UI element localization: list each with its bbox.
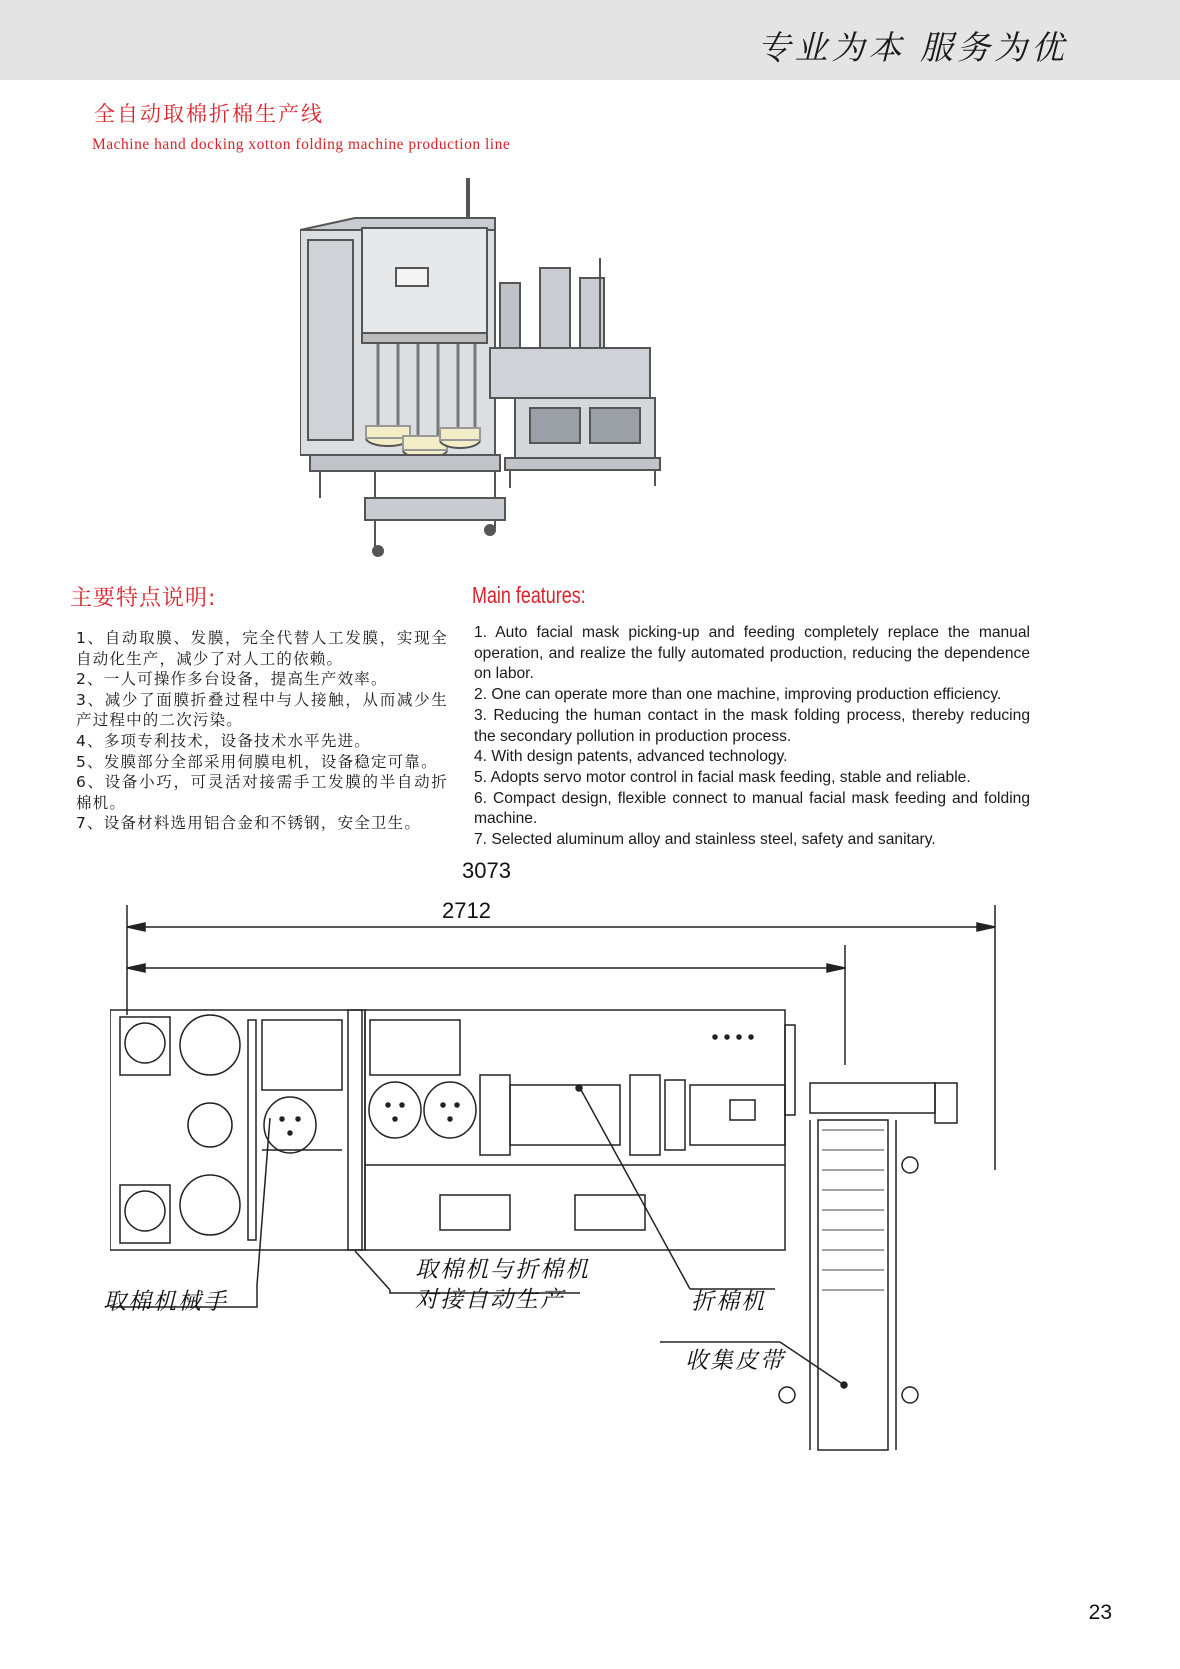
label-folder: 折棉机 — [691, 1289, 766, 1315]
feature-en-2: 2. One can operate more than one machine, improving production efficiency. — [474, 686, 1002, 704]
product-title-en: Machine hand docking xotton folding machine production line — [92, 136, 511, 153]
dim-overall: 3073 — [462, 858, 511, 883]
feature-en-3: 3. Reducing the human contact in the mask folding process, thereby reducing the secondary pollution in production process. — [474, 706, 1030, 745]
feature-cn-4: 4、多项专利技术，设备技术水平先进。 — [76, 731, 371, 750]
header-bar — [0, 0, 1180, 80]
dim-inner: 2712 — [442, 898, 491, 923]
feature-cn-5: 5、发膜部分全部采用伺膜电机，设备稳定可靠。 — [76, 752, 438, 771]
page-number: 23 — [1088, 1601, 1112, 1624]
label-belt: 收集皮带 — [685, 1348, 785, 1374]
features-heading-en: Main features: — [472, 582, 586, 608]
slogan: 专业为本 服务为优 — [757, 28, 1068, 67]
label-docking-2: 对接自动生产 — [415, 1287, 565, 1313]
feature-en-4: 4. With design patents, advanced technology. — [474, 748, 788, 766]
feature-cn-2: 2、一人可操作多台设备，提高生产效率。 — [76, 670, 388, 689]
machine-photo — [300, 168, 720, 598]
feature-cn-3: 3、减少了面膜折叠过程中与人接触，从而减少生产过程中的二次污染。 — [76, 690, 448, 730]
feature-en-1: 1. Auto facial mask picking-up and feeding completely replace the manual operation, and realize the fully automated production, reducing the dependence on labor. — [474, 624, 1030, 683]
layout-drawing — [110, 905, 1020, 1555]
feature-cn-7: 7、设备材料选用铝合金和不锈钢，安全卫生。 — [76, 814, 422, 833]
label-docking-1: 取棉机与折棉机 — [415, 1257, 590, 1283]
feature-en-6: 6. Compact design, flexible connect to manual facial mask feeding and folding machine. — [474, 789, 1030, 828]
label-robot: 取棉机械手 — [103, 1289, 228, 1315]
features-list-cn — [76, 628, 448, 834]
features-heading-cn: 主要特点说明: — [70, 586, 217, 611]
feature-cn-1: 1、自动取膜、发膜，完全代替人工发膜，实现全自动化生产，减少了对人工的依赖。 — [76, 629, 448, 668]
feature-en-7: 7. Selected aluminum alloy and stainless steel, safety and sanitary. — [474, 831, 936, 849]
product-title-cn: 全自动取棉折棉生产线 — [94, 102, 324, 126]
feature-cn-6: 6、设备小巧，可灵活对接需手工发膜的半自动折棉机。 — [76, 773, 448, 812]
feature-en-5: 5. Adopts servo motor control in facial mask feeding, stable and reliable. — [474, 768, 971, 786]
features-list-en — [474, 623, 1030, 851]
